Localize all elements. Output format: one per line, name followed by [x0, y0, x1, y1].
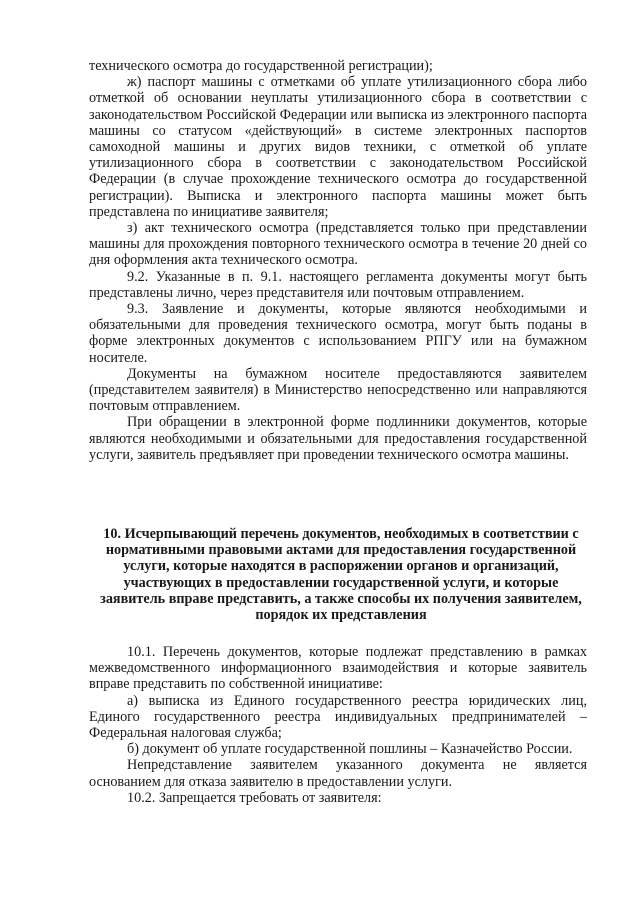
paragraph-non-submission: Непредставление заявителем указанного документа не является основанием для отказа заявителю в предоставлении услуги. — [89, 757, 587, 790]
paragraph-item-zh: ж) паспорт машины с отметками об уплате утилизационного сбора либо отметкой об основании неуплаты утилизационного сбора в соответствии с законодательством Российской Федерации или выписка из электронного паспорта машины со статусом «действующий» в системе электронных паспортов самоходной машины и других видов техники, с отметкой об уплате утилизационного сбора в соответствии с законодательством Российской Федерации (в случае прохождение технического осмотра до государственной регистрации). Выписка и электронного паспорта машины может быть представлена по инициативе заявителя; — [89, 74, 587, 220]
section-heading: 10. Исчерпывающий перечень документов, необходимых в соответствии с нормативными правовыми актами для предоставления государственной услуги, которые находятся в распоряжении органов и организаций, участвующих в предоставлении государственной услуги, и которые заявитель вправе представить, а также способы их получения заявителем, порядок их представления — [100, 526, 582, 624]
paragraph-10-2: 10.2. Запрещается требовать от заявителя: — [127, 789, 382, 806]
paragraph-9-2: 9.2. Указанные в п. 9.1. настоящего регламента документы могут быть представлены лично, через представителя или почтовым отправлением. — [89, 268, 587, 301]
paragraph-item-b: б) документ об уплате государственной пошлины – Казначейство России. — [127, 741, 573, 758]
lower-text-block — [89, 644, 587, 806]
paragraph-electronic-originals: При обращении в электронной форме подлинники документов, которые являются необходимыми и обязательными для предоставления государственной услуги, заявитель предъявляет при проведении технического осмотра машины. — [89, 414, 587, 463]
paragraph-9-3: 9.3. Заявление и документы, которые являются необходимыми и обязательными для проведения технического осмотра, могут быть поданы в форме электронных документов с использованием РПГУ или на бумажном носителе. — [89, 301, 587, 366]
paragraph-continuation: технического осмотра до государственной регистрации); — [89, 58, 433, 74]
paragraph-paper-documents: Документы на бумажном носителе предоставляются заявителем (представителем заявителя) в Министерство непосредственно или направляются почтовым отправлением. — [89, 365, 587, 415]
paragraph-item-z: з) акт технического осмотра (представляется только при представлении машины для прохождения повторного технического осмотра в течение 20 дней со дня оформления акта технического осмотра. — [89, 220, 587, 269]
paragraph-item-a: а) выписка из Единого государственного реестра юридических лиц, Единого государственного реестра индивидуальных предпринимателей – Федеральная налоговая служба; — [89, 692, 587, 742]
upper-text-block — [89, 58, 587, 463]
paragraph-10-1: 10.1. Перечень документов, которые подлежат представлению в рамках межведомственного информационного взаимодействия и которые заявитель вправе представить по собственной инициативе: — [89, 644, 587, 693]
